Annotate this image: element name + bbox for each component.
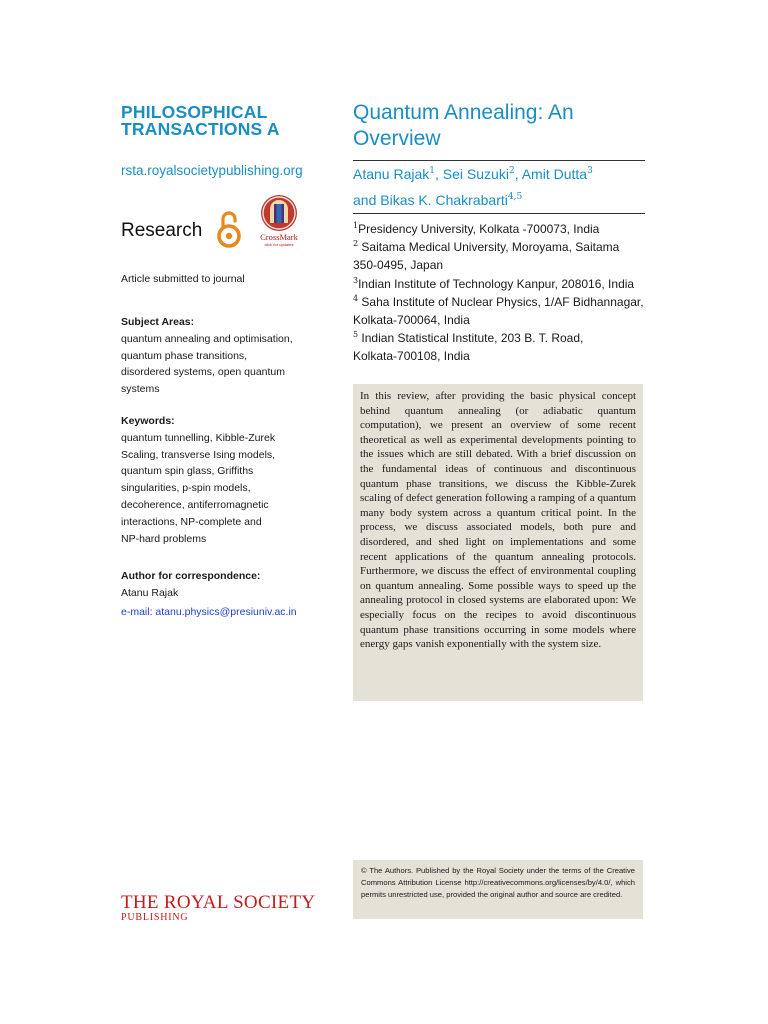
affiliation-mark: 5 bbox=[353, 330, 359, 340]
journal-name bbox=[121, 104, 280, 138]
keyword-line: decoherence, antiferromagnetic bbox=[121, 498, 269, 511]
journal-name-line2: TRANSACTIONS A bbox=[121, 119, 280, 139]
author-line-2 bbox=[353, 187, 593, 213]
section-label: Research bbox=[121, 220, 203, 241]
article-title bbox=[353, 100, 574, 152]
affiliation-item bbox=[353, 293, 653, 311]
license-box bbox=[353, 860, 643, 919]
article-title-line1: Quantum Annealing: An bbox=[353, 101, 574, 124]
open-access-lock-icon bbox=[216, 209, 242, 249]
affiliation-text-cont: Kolkata-700108, India bbox=[353, 349, 470, 364]
author-affil-mark: 1 bbox=[429, 166, 436, 176]
affiliation-item bbox=[353, 275, 653, 293]
subject-line: systems bbox=[121, 383, 160, 396]
affiliation-text-cont: 350-0495, Japan bbox=[353, 258, 444, 273]
affiliation-mark: 4 bbox=[353, 293, 359, 303]
correspondence bbox=[121, 568, 321, 620]
affiliation-item bbox=[353, 238, 653, 256]
keyword-line: singularities, p-spin models, bbox=[121, 482, 251, 495]
author-name: and Bikas K. Chakrabarti bbox=[353, 192, 508, 208]
author-separator: , bbox=[514, 166, 522, 182]
keywords bbox=[121, 413, 321, 547]
author-affil-mark: 2 bbox=[508, 166, 515, 176]
affiliation-item bbox=[353, 329, 653, 347]
crossmark-sublabel: click for updates bbox=[264, 242, 294, 247]
article-title-line2: Overview bbox=[353, 127, 441, 150]
keyword-line: interactions, NP-complete and bbox=[121, 515, 262, 528]
keyword-line: Scaling, transverse Ising models, bbox=[121, 448, 276, 461]
author-name: Sei Suzuki bbox=[442, 166, 509, 182]
abstract-text: In this review, after providing the basic physical concept behind quantum annealing (or adiabatic quantum computation), we present an overview of some recent theoretical as well as experimental developments pointing to the issues which are still debated. With a brief discussion on the fundamental ideas of continuous and discontinuous quantum phase transitions, we discuss the Kibble-Zurek scaling of defect generation following a ramping of a quantum many body system across a quantum critical point. In the process, we discuss associated models, both pure and disordered, and shed light on implementations and some recent applications of the quantum annealing protocols. Furthermore, we discuss the effect of environmental coupling on quantum annealing. Some possible ways to speed up the annealing protocol in closed systems are elaborated upon: We especially focus on the recipes to avoid discontinuous quantum phase transitions occurring in some models where energy gaps vanish exponentially with the system size. bbox=[360, 390, 636, 651]
crossmark-icon bbox=[256, 192, 302, 232]
affiliations bbox=[353, 220, 653, 366]
subject-areas-heading: Subject Areas: bbox=[121, 316, 195, 328]
correspondence-email-link[interactable]: e-mail: atanu.physics@presiuniv.ac.in bbox=[121, 605, 297, 618]
journal-website-link[interactable]: rsta.royalsocietypublishing.org bbox=[121, 163, 303, 178]
keyword-line: quantum tunnelling, Kibble-Zurek bbox=[121, 431, 276, 444]
abstract-box bbox=[353, 384, 643, 701]
author-affil-mark: 4,5 bbox=[507, 192, 523, 202]
subject-line: disordered systems, open quantum bbox=[121, 366, 286, 379]
crossmark-label: CrossMark bbox=[260, 232, 298, 242]
publisher-name: THE ROYAL SOCIETY bbox=[121, 892, 316, 913]
license-text: © The Authors. Published by the Royal Society under the terms of the Creative Commons Attribution License http://creativecommons.org/licenses/by/4.0/, which permits unrestricted use, provided the original author and source are credited. bbox=[361, 866, 635, 899]
crossmark-badge[interactable] bbox=[256, 192, 302, 250]
author-list bbox=[353, 161, 593, 213]
author-name: Atanu Rajak bbox=[353, 166, 430, 182]
authors-divider bbox=[353, 213, 645, 214]
keywords-heading: Keywords: bbox=[121, 415, 175, 427]
author-name: Amit Dutta bbox=[521, 166, 588, 182]
affiliation-text: Saha Institute of Nuclear Physics, 1/AF Bidhannagar, bbox=[358, 294, 644, 309]
journal-name-line1: PHILOSOPHICAL bbox=[121, 102, 268, 122]
affiliation-text: Saitama Medical University, Moroyama, Saitama bbox=[358, 240, 620, 255]
affiliation-mark: 2 bbox=[353, 239, 359, 249]
author-affil-mark: 3 bbox=[587, 166, 593, 176]
research-row bbox=[121, 192, 331, 252]
keyword-line: quantum spin glass, Griffiths bbox=[121, 465, 254, 478]
correspondence-name: Atanu Rajak bbox=[121, 586, 179, 599]
subject-line: quantum phase transitions, bbox=[121, 349, 248, 362]
affiliation-text: Indian Institute of Technology Kanpur, 208016, India bbox=[358, 276, 635, 291]
affiliation-text-cont: Kolkata-700064, India bbox=[353, 313, 470, 328]
affiliation-text: Indian Statistical Institute, 203 B. T. Road, bbox=[358, 331, 584, 346]
affiliation-mark: 3 bbox=[353, 275, 359, 285]
affiliation-item bbox=[353, 220, 653, 238]
affiliation-mark: 1 bbox=[353, 221, 359, 230]
submission-note: Article submitted to journal bbox=[121, 273, 245, 285]
publisher-logo[interactable] bbox=[121, 893, 321, 924]
publisher-sub: PUBLISHING bbox=[121, 912, 189, 923]
subject-areas bbox=[121, 314, 321, 398]
keyword-line: NP-hard problems bbox=[121, 532, 207, 545]
author-separator: , bbox=[435, 166, 443, 182]
affiliation-text: Presidency University, Kolkata -700073, India bbox=[358, 222, 600, 236]
subject-line: quantum annealing and optimisation, bbox=[121, 332, 293, 345]
correspondence-heading: Author for correspondence: bbox=[121, 570, 261, 582]
author-line-1 bbox=[353, 161, 593, 187]
